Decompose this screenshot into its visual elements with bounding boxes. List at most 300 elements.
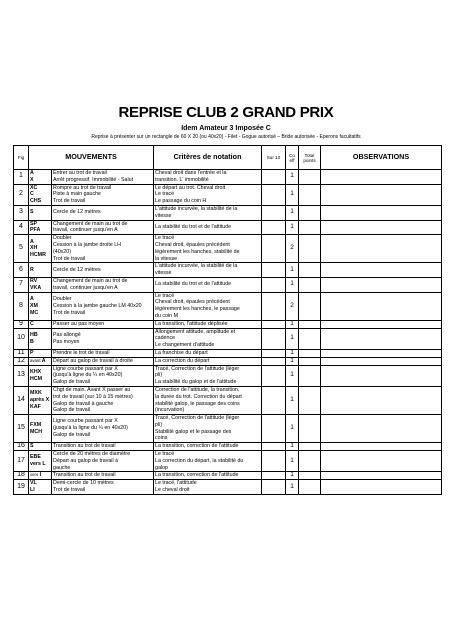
cell-line: A — [30, 238, 34, 245]
marker-letters — [29, 349, 52, 357]
cell-line: La transition, l'attitude déplisée — [155, 320, 228, 327]
coefficient: 1 — [286, 349, 299, 357]
score-cell[interactable] — [262, 170, 286, 185]
cell-line: Cheval droit dans l'entrée et la — [155, 170, 227, 176]
marker-letters — [29, 480, 52, 495]
cell-line: Cercle de 12 mètres — [53, 209, 101, 216]
movement-row — [14, 328, 442, 349]
cell-line: Cercle de 20 mètres de diamètre — [53, 451, 131, 458]
movement-row — [14, 480, 442, 495]
movement-row — [14, 292, 442, 320]
scoring-criteria — [154, 365, 262, 386]
scoring-criteria — [154, 205, 262, 220]
cell-line: (jusqu'à la ligne du ¼ en 40x20) — [53, 425, 128, 432]
movement-row — [14, 320, 442, 328]
cell-line: du coin M — [155, 312, 178, 319]
coefficient: 1 — [286, 365, 299, 386]
cell-line: Départ au galop de travail à — [53, 457, 119, 464]
movement-description — [52, 451, 154, 472]
figure-number: 8 — [14, 292, 29, 320]
cell-line: légèrement les hanches, stabilité de — [155, 248, 240, 255]
score-cell[interactable] — [262, 263, 286, 278]
observations-cell[interactable] — [321, 328, 442, 349]
movement-description — [52, 480, 154, 495]
scoring-criteria — [154, 320, 262, 328]
cell-line: (jusqu'à ligne du ¼ en 40x20) — [53, 372, 123, 379]
figure-number: 12 — [14, 357, 29, 365]
score-cell[interactable] — [262, 328, 286, 349]
observations-cell[interactable] — [321, 415, 442, 443]
coefficient: 1 — [286, 480, 299, 495]
observations-cell[interactable] — [321, 205, 442, 220]
movement-row — [14, 451, 442, 472]
scoring-criteria — [154, 328, 262, 349]
cell-line: vers L — [30, 461, 46, 468]
cell-line: pli) — [155, 372, 163, 379]
test-sheet-table — [13, 145, 442, 495]
cell-line: La transition, correction de l'attitude — [155, 472, 239, 479]
scoring-criteria — [154, 349, 262, 357]
cell-line: Transition au trot de travail — [53, 443, 116, 450]
marker-letter: I — [39, 472, 42, 479]
cell-line: coins — [155, 435, 168, 442]
figure-number: 4 — [14, 220, 29, 235]
cell-line: Piste à main gauche — [53, 191, 101, 198]
cell-line: FXM — [30, 421, 42, 428]
scoring-criteria — [154, 292, 262, 320]
cell-line: MCH — [30, 428, 43, 435]
movement-row — [14, 415, 442, 443]
coefficient: 1 — [286, 277, 299, 292]
cell-line: stabilité galop, le passage des coins — [155, 400, 240, 407]
marker-letters — [29, 365, 52, 386]
score-cell[interactable] — [262, 472, 286, 480]
cell-line: travail, continuer jusqu'en A — [53, 284, 118, 291]
cell-line: Le changement d'attitude — [155, 342, 215, 349]
cell-line: HCMR — [30, 252, 46, 259]
cell-line: Ligne courbe passant par X — [53, 418, 118, 425]
movement-row — [14, 365, 442, 386]
cell-line: A — [30, 295, 34, 302]
total-cell[interactable] — [299, 472, 321, 480]
total-cell[interactable] — [299, 480, 321, 495]
arena-note: Reprise à présenter sur un rectangle de 60 X 20 (ou 40x20) - Filet - Gogue autorisé – Bride autorisée - Eperons facultatifs — [91, 134, 361, 140]
cell-line: PFA — [30, 227, 41, 234]
page-subtitle: Idem Amateur 3 Imposée C — [181, 125, 271, 132]
cell-line: MC — [30, 309, 39, 316]
page-title: REPRISE CLUB 2 GRAND PRIX — [118, 104, 334, 121]
cell-line: R — [30, 266, 34, 273]
scoring-criteria — [154, 472, 262, 480]
cell-line: Demi-cercle de 10 mètres — [53, 480, 114, 487]
coefficient: 1 — [286, 320, 299, 328]
cell-line: (40x20) — [53, 248, 71, 255]
movement-description — [52, 472, 154, 480]
cell-line: Doubler — [53, 235, 72, 242]
cell-line: La stabilité du galop et de l'attitude — [155, 379, 237, 386]
coefficient: 1 — [286, 415, 299, 443]
cell-line: Le tracé, l'attitude — [155, 480, 197, 487]
marker-prefix: vers — [30, 472, 39, 478]
coefficient: 1 — [286, 170, 299, 185]
movement-row — [14, 443, 442, 451]
cell-line: RV — [30, 277, 38, 284]
cell-line: Correction de l'attitude, la transition, — [155, 386, 240, 393]
score-cell[interactable] — [262, 365, 286, 386]
score-cell[interactable] — [262, 386, 286, 414]
cell-line: HCM — [30, 375, 43, 382]
coefficient: 2 — [286, 235, 299, 263]
observations-cell[interactable] — [321, 443, 442, 451]
cell-line: Arrêt progressif. Immobilité - Salut — [53, 176, 134, 183]
marker-letters — [29, 184, 52, 205]
total-cell[interactable] — [299, 263, 321, 278]
cell-line: Changement de main au trot de — [53, 220, 128, 227]
figure-number: 7 — [14, 277, 29, 292]
marker-letters — [29, 472, 52, 480]
movement-description — [52, 170, 154, 185]
observations-cell[interactable] — [321, 386, 442, 414]
total-cell[interactable] — [299, 170, 321, 185]
marker-letters — [29, 328, 52, 349]
marker-letters — [29, 263, 52, 278]
movement-row — [14, 170, 442, 185]
observations-cell[interactable] — [321, 277, 442, 292]
coefficient: 1 — [286, 451, 299, 472]
observations-cell[interactable] — [321, 263, 442, 278]
movement-row — [14, 472, 442, 480]
cell-line: Galop de travail — [53, 432, 91, 439]
observations-cell[interactable] — [321, 184, 442, 205]
cell-line: Tracé, Correction de l'attitude (léger — [155, 415, 240, 422]
col-total: Total points — [299, 146, 321, 170]
movement-description — [52, 443, 154, 451]
cell-line: Changement de main au trot de — [53, 277, 128, 284]
cell-line: A — [30, 170, 34, 176]
total-cell[interactable] — [299, 443, 321, 451]
observations-cell[interactable] — [321, 365, 442, 386]
cell-line: transition. L' immobilité — [155, 176, 209, 183]
movement-description — [52, 277, 154, 292]
scoring-criteria — [154, 443, 262, 451]
scoring-criteria — [154, 480, 262, 495]
figure-number: 10 — [14, 328, 29, 349]
score-cell[interactable] — [262, 357, 286, 365]
cell-line: Passer au pas moyen — [53, 320, 105, 327]
cell-line: Doubler — [53, 295, 72, 302]
scoring-criteria — [154, 220, 262, 235]
marker-letters — [29, 220, 52, 235]
cell-line: C — [30, 191, 34, 198]
cell-line: La transition, correction de l'attitude — [155, 443, 239, 450]
score-cell[interactable] — [262, 235, 286, 263]
figure-number: 11 — [14, 349, 29, 357]
score-cell[interactable] — [262, 415, 286, 443]
coefficient: 1 — [286, 328, 299, 349]
observations-cell[interactable] — [321, 349, 442, 357]
cell-line: Trot de travail — [53, 487, 86, 494]
score-cell[interactable] — [262, 349, 286, 357]
scoring-criteria — [154, 170, 262, 185]
cell-line: Rompre au trot de travail — [53, 184, 112, 191]
coefficient: 1 — [286, 205, 299, 220]
cell-line: Chgt de main. Avant X passer au — [53, 386, 131, 393]
cell-line: Pas moyen — [53, 338, 80, 345]
cell-line: LI — [30, 487, 35, 494]
movement-row — [14, 386, 442, 414]
cell-line: Le passage du coin H — [155, 198, 207, 205]
cell-line: Galop de travail — [53, 407, 91, 414]
cell-line: gauche — [53, 464, 71, 471]
cell-line: Le tracé — [155, 235, 175, 242]
cell-line: P — [30, 349, 34, 356]
cell-line: Le départ au trot. Cheval droit — [155, 184, 226, 191]
coefficient: 1 — [286, 472, 299, 480]
movement-description — [52, 415, 154, 443]
cell-line: Galop de travail à gauche — [53, 400, 114, 407]
marker-letters — [29, 357, 52, 365]
figure-number: 5 — [14, 235, 29, 263]
figure-number: 9 — [14, 320, 29, 328]
cell-line: Transition au trot de travail — [53, 472, 116, 479]
cell-line: Cession à la jambe gauche LM 40x20 — [53, 302, 142, 309]
scoring-criteria — [154, 415, 262, 443]
total-cell[interactable] — [299, 415, 321, 443]
cell-line — [30, 358, 50, 365]
scoring-criteria — [154, 184, 262, 205]
cell-line: La correction du départ, la stabilité du — [155, 457, 244, 464]
cell-line: XM — [30, 302, 38, 309]
cell-line: La stabilité du trot et de l'attitude — [155, 223, 232, 230]
cell-line: KHX — [30, 368, 42, 375]
total-cell[interactable] — [299, 205, 321, 220]
marker-letters — [29, 235, 52, 263]
movement-description — [52, 320, 154, 328]
marker-prefix: avant — [30, 357, 41, 363]
cell-line: vitesse — [155, 212, 172, 219]
movement-row — [14, 220, 442, 235]
cell-line: cadence — [155, 335, 176, 342]
total-cell[interactable] — [299, 320, 321, 328]
cell-line: La stabilité du trot et de l'attitude — [155, 281, 232, 288]
movement-description — [52, 184, 154, 205]
cell-line: après X — [30, 397, 50, 404]
movement-description — [52, 365, 154, 386]
marker-letters — [29, 277, 52, 292]
marker-letters — [29, 443, 52, 451]
scoring-criteria — [154, 235, 262, 263]
cell-line: Trot de travail — [53, 255, 86, 262]
score-cell[interactable] — [262, 184, 286, 205]
coefficient: 1 — [286, 220, 299, 235]
cell-line: Cheval droit, épaules précédent — [155, 241, 230, 248]
cell-line: pli) — [155, 421, 163, 428]
cell-line: Stabilité galop et le passage des — [155, 428, 232, 435]
movement-row — [14, 184, 442, 205]
cell-line: Le tracé — [155, 451, 175, 458]
observations-cell[interactable] — [321, 357, 442, 365]
observations-cell[interactable] — [321, 451, 442, 472]
score-cell[interactable] — [262, 205, 286, 220]
observations-cell[interactable] — [321, 472, 442, 480]
total-cell[interactable] — [299, 349, 321, 357]
cell-line: EBE — [30, 454, 41, 461]
figure-number: 1 — [14, 170, 29, 185]
cell-line: Cheval droit, épaules précédent — [155, 299, 230, 306]
cell-line: C — [30, 320, 34, 327]
col-mouvements: MOUVEMENTS — [29, 146, 154, 170]
figure-number: 16 — [14, 443, 29, 451]
cell-line: SP — [30, 220, 38, 227]
cell-line: légèrement les hanches, le passage — [155, 306, 240, 313]
cell-line: La franchise du départ — [155, 349, 208, 356]
cell-line: Ligne courbe passant par X — [53, 365, 118, 372]
observations-cell[interactable] — [321, 292, 442, 320]
cell-line: X — [30, 176, 34, 183]
total-cell[interactable] — [299, 328, 321, 349]
movement-row — [14, 205, 442, 220]
col-sur10: Sur 10 — [262, 146, 286, 170]
cell-line: vitesse — [155, 270, 172, 277]
cell-line: Tracé, Correction de l'attitude (léger — [155, 365, 240, 372]
cell-line — [30, 472, 50, 479]
movement-row — [14, 263, 442, 278]
cell-line: XC — [30, 184, 38, 191]
movement-description — [52, 263, 154, 278]
score-cell[interactable] — [262, 443, 286, 451]
score-cell[interactable] — [262, 220, 286, 235]
observations-cell[interactable] — [321, 480, 442, 495]
cell-line: KAF — [30, 403, 41, 410]
cell-line: la vitesse — [155, 255, 178, 262]
marker-letters — [29, 292, 52, 320]
movement-description — [52, 349, 154, 357]
total-cell[interactable] — [299, 365, 321, 386]
coefficient: 2 — [286, 292, 299, 320]
movement-description — [52, 220, 154, 235]
observations-cell[interactable] — [321, 235, 442, 263]
cell-line: travail, continuer jusqu'en A — [53, 227, 118, 234]
movement-description — [52, 386, 154, 414]
figure-number: 6 — [14, 263, 29, 278]
observations-cell[interactable] — [321, 320, 442, 328]
movement-description — [52, 205, 154, 220]
marker-letters — [29, 386, 52, 414]
scoring-criteria — [154, 386, 262, 414]
cell-line: XH — [30, 245, 38, 252]
cell-line: HB — [30, 331, 38, 338]
cell-line: Pas allongé — [53, 331, 81, 338]
cell-line: (incurvation) — [155, 407, 185, 414]
movement-description — [52, 357, 154, 365]
cell-line: MXK — [30, 390, 42, 397]
col-criteres: Critères de notation — [154, 146, 262, 170]
score-cell[interactable] — [262, 451, 286, 472]
total-cell[interactable] — [299, 235, 321, 263]
cell-line: VKA — [30, 284, 42, 291]
cell-line: Entrer au trot de travail — [53, 170, 107, 176]
cell-line: VL — [30, 480, 37, 487]
coefficient: 1 — [286, 184, 299, 205]
col-coeff: Co eff — [286, 146, 299, 170]
figure-number: 17 — [14, 451, 29, 472]
cell-line: trot de travail (sur 10 à 15 mètres) — [53, 393, 133, 400]
table-header-row — [14, 146, 442, 170]
total-cell[interactable] — [299, 292, 321, 320]
marker-letters — [29, 415, 52, 443]
marker-letters — [29, 205, 52, 220]
total-cell[interactable] — [299, 386, 321, 414]
figure-number: 15 — [14, 415, 29, 443]
scoring-criteria — [154, 451, 262, 472]
cell-line: Trot de travail — [53, 198, 86, 205]
cell-line: Prendre le trot de travail — [53, 349, 110, 356]
col-observations: OBSERVATIONS — [321, 146, 442, 170]
marker-letters — [29, 170, 52, 185]
score-cell[interactable] — [262, 277, 286, 292]
marker-letter: A — [41, 357, 46, 364]
score-cell[interactable] — [262, 320, 286, 328]
coefficient: 1 — [286, 386, 299, 414]
cell-line: S — [30, 443, 34, 450]
movement-description — [52, 328, 154, 349]
cell-line: L'attitude incurvée, la stabilité de la — [155, 205, 238, 212]
figure-number: 18 — [14, 472, 29, 480]
movement-row — [14, 349, 442, 357]
cell-line: Départ au galop de travail à droite — [53, 357, 133, 364]
cell-line: S — [30, 209, 34, 216]
total-cell[interactable] — [299, 357, 321, 365]
cell-line: CHS — [30, 198, 42, 205]
total-cell[interactable] — [299, 220, 321, 235]
cell-line: Le tracé — [155, 292, 175, 299]
cell-line: La correction du départ — [155, 357, 210, 364]
figure-number: 3 — [14, 205, 29, 220]
cell-line: la durée du trot. Correction du départ — [155, 393, 242, 400]
cell-line: Le cheval droit — [155, 487, 190, 494]
score-cell[interactable] — [262, 292, 286, 320]
coefficient: 1 — [286, 443, 299, 451]
cell-line: Cession à la jambe droite LH — [53, 241, 122, 248]
cell-line: Le tracé — [155, 191, 175, 198]
cell-line: Trot de travail — [53, 309, 86, 316]
total-cell[interactable] — [299, 277, 321, 292]
movement-description — [52, 235, 154, 263]
figure-number: 13 — [14, 365, 29, 386]
observations-cell[interactable] — [321, 170, 442, 185]
marker-letters — [29, 320, 52, 328]
marker-letters — [29, 451, 52, 472]
observations-cell[interactable] — [321, 220, 442, 235]
scoring-criteria — [154, 263, 262, 278]
cell-line: galop — [155, 464, 168, 471]
movement-description — [52, 292, 154, 320]
figure-number: 2 — [14, 184, 29, 205]
scoring-criteria — [154, 277, 262, 292]
movement-row — [14, 277, 442, 292]
scoring-criteria — [154, 357, 262, 365]
coefficient: 1 — [286, 357, 299, 365]
figure-number: 14 — [14, 386, 29, 414]
movement-row — [14, 357, 442, 365]
total-cell[interactable] — [299, 451, 321, 472]
total-cell[interactable] — [299, 184, 321, 205]
cell-line: L'attitude incurvée, la stabilité de la — [155, 263, 238, 270]
score-cell[interactable] — [262, 480, 286, 495]
movement-row — [14, 235, 442, 263]
coefficient: 1 — [286, 263, 299, 278]
cell-line: Allongement attitude, amplitude et — [155, 328, 236, 335]
